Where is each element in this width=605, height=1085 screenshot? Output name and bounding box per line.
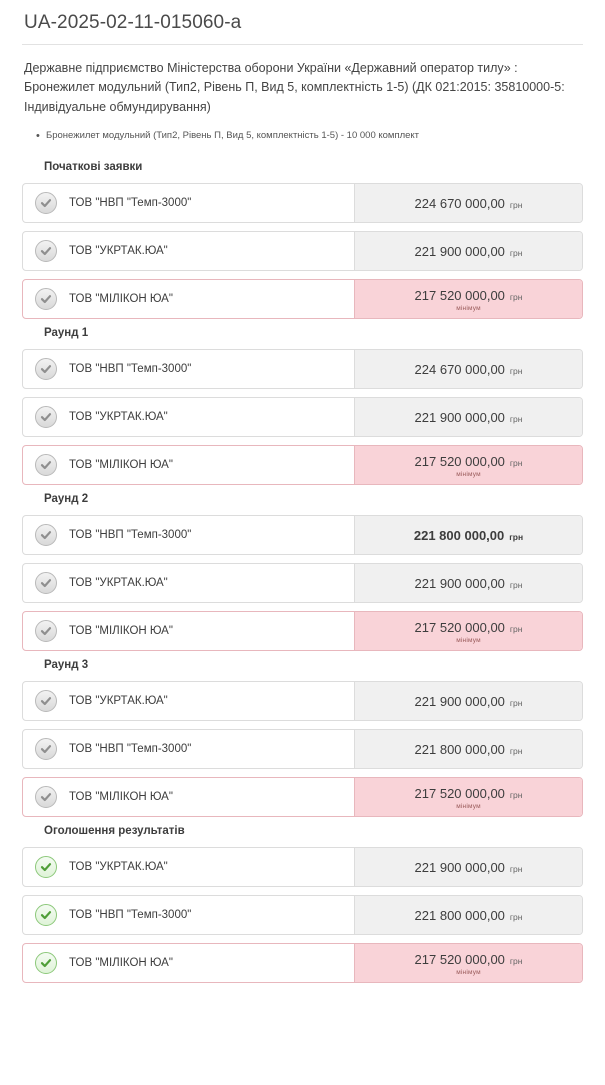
stage-title: Оголошення результатів bbox=[44, 825, 185, 838]
bid-amount-value: 224 670 000,00 bbox=[414, 196, 505, 212]
bid-row[interactable] bbox=[22, 729, 583, 769]
check-circle-green-icon bbox=[35, 856, 57, 878]
auction-stage bbox=[22, 493, 583, 651]
bidder-cell bbox=[23, 232, 354, 270]
bidder-cell bbox=[23, 350, 354, 388]
bid-row[interactable] bbox=[22, 847, 583, 887]
check-circle-grey-icon bbox=[35, 620, 57, 642]
stage-title: Раунд 2 bbox=[44, 493, 89, 506]
currency-label: грн bbox=[509, 698, 523, 709]
bid-amount-cell bbox=[354, 184, 582, 222]
bidder-name: ТОВ "НВП "Темп-3000" bbox=[69, 197, 192, 210]
bidder-name: ТОВ "МІЛІКОН ЮА" bbox=[69, 625, 173, 638]
bidder-name: ТОВ "УКРТАК.ЮА" bbox=[69, 695, 168, 708]
bid-row[interactable] bbox=[22, 515, 583, 555]
bidder-name: ТОВ "НВП "Темп-3000" bbox=[69, 743, 192, 756]
bid-amount-line bbox=[414, 528, 523, 543]
bidder-cell bbox=[23, 516, 354, 554]
bid-amount-cell bbox=[354, 730, 582, 768]
bid-amount-cell bbox=[354, 350, 582, 388]
check-circle-grey-icon bbox=[35, 454, 57, 476]
bid-amount-line bbox=[415, 952, 523, 967]
currency-label: грн bbox=[509, 291, 523, 302]
currency-label: грн bbox=[509, 366, 523, 377]
currency-label: грн bbox=[509, 200, 523, 211]
auction-stage bbox=[22, 161, 583, 319]
bidder-cell bbox=[23, 184, 354, 222]
bid-amount-line bbox=[415, 288, 523, 303]
check-circle-green-icon bbox=[35, 904, 57, 926]
currency-label: грн bbox=[509, 623, 523, 634]
check-circle-grey-icon bbox=[35, 240, 57, 262]
bid-amount-line bbox=[415, 196, 523, 211]
bid-amount-line bbox=[415, 694, 523, 709]
stage-title: Раунд 3 bbox=[44, 659, 89, 672]
bidder-name: ТОВ "МІЛІКОН ЮА" bbox=[69, 957, 173, 970]
bidder-name: ТОВ "УКРТАК.ЮА" bbox=[69, 861, 168, 874]
bid-amount-cell bbox=[354, 564, 582, 602]
bidder-name: ТОВ "УКРТАК.ЮА" bbox=[69, 411, 168, 424]
bidder-cell bbox=[23, 398, 354, 436]
stages-container bbox=[22, 161, 583, 983]
bid-row[interactable] bbox=[22, 681, 583, 721]
minimum-note: мінімум bbox=[456, 802, 481, 810]
bid-amount-cell bbox=[354, 778, 582, 816]
bidder-name: ТОВ "УКРТАК.ЮА" bbox=[69, 577, 168, 590]
check-circle-grey-icon bbox=[35, 358, 57, 380]
bid-amount-value: 221 900 000,00 bbox=[414, 410, 505, 426]
currency-label: грн bbox=[509, 912, 523, 923]
currency-label: грн bbox=[509, 580, 523, 591]
bid-row[interactable] bbox=[22, 231, 583, 271]
bid-amount-line bbox=[415, 576, 523, 591]
bid-amount-cell bbox=[354, 944, 582, 982]
bidder-cell bbox=[23, 446, 354, 484]
bid-amount-cell bbox=[354, 398, 582, 436]
bid-amount-value: 217 520 000,00 bbox=[414, 453, 505, 469]
bid-amount-value: 221 900 000,00 bbox=[414, 244, 505, 260]
bid-amount-line bbox=[415, 742, 523, 757]
auction-stage bbox=[22, 327, 583, 485]
page-title: UA-2025-02-11-015060-a bbox=[22, 0, 583, 45]
bid-row[interactable] bbox=[22, 183, 583, 223]
bidder-cell bbox=[23, 944, 354, 982]
bid-amount-value: 221 900 000,00 bbox=[414, 576, 505, 592]
bid-row[interactable] bbox=[22, 895, 583, 935]
currency-label: грн bbox=[509, 746, 523, 757]
auction-stage bbox=[22, 825, 583, 983]
bid-amount-value: 217 520 000,00 bbox=[414, 951, 505, 967]
bid-amount-value: 224 670 000,00 bbox=[414, 362, 505, 378]
bid-amount-cell bbox=[354, 516, 582, 554]
check-circle-grey-icon bbox=[35, 288, 57, 310]
bid-amount-line bbox=[415, 860, 523, 875]
bid-amount-value: 221 900 000,00 bbox=[414, 694, 505, 710]
bid-amount-cell bbox=[354, 896, 582, 934]
check-circle-grey-icon bbox=[35, 572, 57, 594]
minimum-note: мінімум bbox=[456, 304, 481, 312]
bid-row[interactable] bbox=[22, 563, 583, 603]
bid-amount-cell bbox=[354, 612, 582, 650]
bid-amount-value: 221 800 000,00 bbox=[414, 742, 505, 758]
currency-label: грн bbox=[509, 532, 524, 543]
bid-amount-line bbox=[415, 362, 523, 377]
bid-amount-line bbox=[415, 620, 523, 635]
bid-amount-cell bbox=[354, 280, 582, 318]
bid-amount-line bbox=[415, 454, 523, 469]
bidder-name: ТОВ "МІЛІКОН ЮА" bbox=[69, 459, 173, 472]
check-circle-grey-icon bbox=[35, 192, 57, 214]
bid-amount-line bbox=[415, 410, 523, 425]
check-circle-grey-icon bbox=[35, 406, 57, 428]
bid-amount-cell bbox=[354, 682, 582, 720]
minimum-note: мінімум bbox=[456, 636, 481, 644]
currency-label: грн bbox=[509, 248, 523, 259]
bidder-cell bbox=[23, 778, 354, 816]
bid-row[interactable] bbox=[22, 279, 583, 319]
bidder-cell bbox=[23, 896, 354, 934]
bidder-name: ТОВ "НВП "Темп-3000" bbox=[69, 363, 192, 376]
bid-amount-cell bbox=[354, 232, 582, 270]
currency-label: грн bbox=[509, 789, 523, 800]
bidder-name: ТОВ "УКРТАК.ЮА" bbox=[69, 245, 168, 258]
bidder-name: ТОВ "НВП "Темп-3000" bbox=[69, 529, 192, 542]
currency-label: грн bbox=[509, 864, 523, 875]
bid-row[interactable] bbox=[22, 349, 583, 389]
bid-amount-line bbox=[415, 786, 523, 801]
bid-amount-value: 221 800 000,00 bbox=[413, 528, 505, 544]
bid-row[interactable] bbox=[22, 397, 583, 437]
check-circle-green-icon bbox=[35, 952, 57, 974]
bid-row[interactable] bbox=[22, 611, 583, 651]
bid-amount-line bbox=[415, 908, 523, 923]
stage-title: Початкові заявки bbox=[44, 161, 143, 174]
check-circle-grey-icon bbox=[35, 524, 57, 546]
minimum-note: мінімум bbox=[456, 470, 481, 478]
check-circle-grey-icon bbox=[35, 786, 57, 808]
list-item: • Бронежилет модульний (Тип2, Рівень П, Вид 5, комплектність 1-5) - 10 000 комплект bbox=[22, 129, 583, 143]
currency-label: грн bbox=[509, 457, 523, 468]
bidder-name: ТОВ "МІЛІКОН ЮА" bbox=[69, 293, 173, 306]
bidder-cell bbox=[23, 564, 354, 602]
bid-amount-value: 221 900 000,00 bbox=[414, 860, 505, 876]
bid-amount-value: 217 520 000,00 bbox=[414, 287, 505, 303]
check-circle-grey-icon bbox=[35, 690, 57, 712]
bidder-cell bbox=[23, 612, 354, 650]
bidder-cell bbox=[23, 280, 354, 318]
stage-title: Раунд 1 bbox=[44, 327, 89, 340]
bidder-cell bbox=[23, 730, 354, 768]
auction-description: Державне підприємство Міністерства оборони України «Державний оператор тилу» : Бронежилет модульний (Тип2, Рівень П, Вид 5, комплектність 1-5) (ДК 021:2015: 35810000-5: Індивідуальне обмундирування) bbox=[24, 61, 565, 114]
minimum-note: мінімум bbox=[456, 968, 481, 976]
bid-amount-value: 217 520 000,00 bbox=[414, 785, 505, 801]
bid-amount-value: 217 520 000,00 bbox=[414, 619, 505, 635]
currency-label: грн bbox=[509, 414, 523, 425]
bidder-cell bbox=[23, 682, 354, 720]
bid-amount-cell bbox=[354, 446, 582, 484]
lot-items-list bbox=[22, 129, 583, 143]
bidder-cell bbox=[23, 848, 354, 886]
bid-amount-cell bbox=[354, 848, 582, 886]
bid-amount-value: 221 800 000,00 bbox=[414, 908, 505, 924]
bid-row[interactable] bbox=[22, 445, 583, 485]
bidder-name: ТОВ "НВП "Темп-3000" bbox=[69, 909, 192, 922]
bid-amount-line bbox=[415, 244, 523, 259]
currency-label: грн bbox=[509, 955, 523, 966]
check-circle-grey-icon bbox=[35, 738, 57, 760]
auction-stage bbox=[22, 659, 583, 817]
bid-row[interactable] bbox=[22, 943, 583, 983]
bidder-name: ТОВ "МІЛІКОН ЮА" bbox=[69, 791, 173, 804]
bid-row[interactable] bbox=[22, 777, 583, 817]
